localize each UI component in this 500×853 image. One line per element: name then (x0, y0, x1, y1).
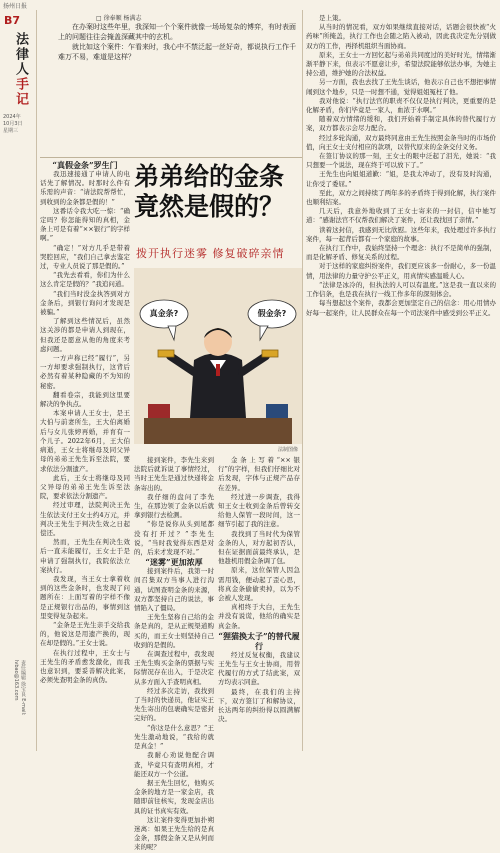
article-paragraph: 此后，王女士将继母及同父异母的弟弟王先生诉至法院，要求依法分割遗产。 (40, 473, 130, 501)
article-paragraph: 王先生坚称自己给的金条是真的，是从正规渠道购买的，而王女士则坚持自己收到的是假的。 (134, 613, 214, 649)
article-paragraph: 我找到了当时代为保管金条的人，对方起初否认，但在证据面前最终承认，是他趁机用假金条调了包。 (218, 529, 300, 566)
article-paragraph: 在执行工作中，我始终坚持一个理念：执行不是简单的强制，而是化解矛盾、修复关系的过程。 (306, 244, 496, 262)
article-paragraph: 王先生也向姐姐道歉：“姐，是我太冲动了，没有及时沟通，让你受了委屈。” (306, 170, 496, 188)
article-paragraph: 真相终于大白，王先生并没有说谎，他给的确实是真金条。 (218, 603, 300, 630)
byline: □ 徐奉顺 杨满志 (96, 15, 142, 22)
issue-year: 2024年 (3, 114, 21, 120)
article-paragraph: 每当想起这个案件，我都会更加坚定自己的信念：用心用情办好每一起案件，让人民群众在每一个司法案件中感受到公平正义。 (306, 299, 496, 317)
illustration-caption: 法制图像 (278, 447, 299, 453)
headline: 弟弟给的金条竟然是假的？ (134, 162, 285, 221)
subhead: “狸猫换太子”的替代履行 (218, 630, 300, 651)
column-divider (302, 10, 303, 751)
article-paragraph: “你是说你从头到尾都没有打开过？”李先生说，“当时我觉得东西是对的，后来才发现不对。” (134, 520, 214, 557)
article-paragraph: “确定！”对方几乎是带着哭腔回应，“我们自己拿去鉴定过，专业人员说了那是假的。” (40, 243, 130, 271)
intro (58, 22, 298, 62)
intro-paragraph: 就比如这个案件：乍看来时，我心中不禁泛起一丝好奇，都说执行工作千难万不易，难道是这样？ (58, 43, 296, 61)
article-paragraph: 我仔细的盘问了李先生，在那边领了金条以后就拿到银行去检测。 (134, 492, 214, 520)
rail-editor: 责任编辑 徐宝良 (20, 660, 26, 697)
article-paragraph: 在执行过程中，王女士与王先生的矛盾愈发激化，而我也意识到，要妥善解决此案，必须先查明金条的真伪。 (40, 648, 130, 685)
masthead-strip (0, 0, 500, 10)
bubble-fake-gold: 假金条? (257, 309, 287, 318)
article-paragraph: 经过反复权衡，我建议王先生与王女士协商，用替代履行的方式了结此案，双方均表示同意。 (218, 650, 300, 687)
issue-date: 10月3日 (3, 121, 23, 127)
article-paragraph: 一方声称已经“履行”，另一方却要求强制执行，这背后必然有着某种隐藏的不为知的秘密。 (40, 354, 130, 390)
illustration (134, 268, 302, 444)
article-paragraph: 这让案件变得更加扑朔迷离：如果王先生给的是真金条，那假金条又是从何而来的呢？ (134, 815, 214, 852)
left-rail (0, 10, 37, 751)
article-paragraph: 经过进一步调查，我得知王女士收到金条后曾转交给他人保管一段时间，这一细节引起了我的注意。 (218, 492, 300, 529)
article-paragraph: “你这是什么意思？”王先生激动地说，“我给的就是真金！” (134, 723, 214, 751)
illustration-drawing (134, 268, 302, 444)
article-paragraph: 翻看卷宗，我能到这里要解决的争执点。 (40, 390, 130, 409)
article-paragraph: 接到案件后，我第一时间召集双方当事人进行沟通，试图查明金条的来源，双方都坚持自己的说法，事情陷入了僵局。 (134, 567, 214, 613)
article-paragraph: “法律是冰冷的，但执法的人可以有温度。”这是我一直以来的工作信条，也是我在执行一线工作多年的深刻体会。 (306, 280, 496, 299)
section-divider (40, 157, 302, 158)
article-paragraph: 经过审理，法院判决王先生依法支付王女士约4万元，并判决王先生于判决生效之日起偿还。 (40, 501, 130, 537)
article-paragraph: 至此，双方之间持续了两年多的矛盾终于得到化解，执行案件也顺利结案。 (306, 188, 496, 207)
article-paragraph: 另一方面，我也去找了王先生谈话，他表示自己也不想把事情闹到这个地步，只是一时想不通，觉得姐姐冤枉了他。 (306, 78, 496, 96)
article-paragraph: 经过多轮沟通，双方最终同意由王先生按照金条当时的市场价值，向王女士支付相应的款项，以替代原来的金条交付义务。 (306, 133, 496, 151)
article-column-right (306, 14, 496, 744)
article-paragraph: 然而，王先生在判决生效后一直未能履行，王女士于是申请了强制执行，我院依法立案执行。 (40, 538, 130, 574)
article-paragraph: 这番话令我大吃一惊：“确定吗？你怎能得知的真相，金条上可是有着“××银行”的字样啊。” (40, 206, 130, 243)
column-title (6, 32, 28, 107)
article-paragraph: 接到案件，李先生来到法院后就诉说了事情经过，当时王先生是通过快递将金条寄出的。 (134, 456, 214, 492)
article-paragraph: 在调查过程中，我发现王先生购买金条的票据与实际情况存在出入，于是决定从多方面入手查明真相。 (134, 650, 214, 686)
article-paragraph: 我对他说：“执行法官的职责不仅仅是执行判决，更重要的是化解矛盾，你们毕竟是一家人，血浓于水啊。” (306, 96, 496, 115)
article-paragraph: 最终，在我们的主持下，双方签订了和解协议，长达两年的纠纷得以圆满解决。 (218, 687, 300, 724)
deck: 拨开执行迷雾 修复破碎亲情 (136, 247, 285, 260)
column-title-line2: 手记 (13, 77, 28, 107)
article-paragraph: 本案申请人王女士，是王大伯与前妻所生，王大伯离婚后与女儿张婷再婚，并育有一个儿子。2022年6月，王大伯病逝，王女士将继母及同父异母的弟弟王先生诉至法院，要求依法分割遗产。 (40, 409, 130, 473)
intro-paragraph: 在办案时这些年里，我深知一个个案件就像一场场复杂的博弈，有时表面上的问题往往会掩盖深藏其中的玄机。 (58, 23, 296, 41)
column-title-line1: 法律人 (13, 32, 28, 77)
rail-bottom (12, 660, 26, 751)
issue-meta (3, 114, 23, 135)
article-paragraph: 金条上写着“××银行”的字样，但我们仔细比对后发现，字体与正规产品存在差异。 (218, 456, 300, 492)
page-number: B7 (4, 14, 21, 27)
article-paragraph: “我先去看看，你们为什么这么肯定是假的？”我追问道。 (40, 271, 130, 289)
article-paragraph: 我迅速接通了申请人的电话先了解情况。时那时么件有乐需的声音：“请法院帮帮忙，到收到的金条都是假的！” (40, 170, 130, 206)
subhead: “真假金条”罗生门 (52, 160, 118, 170)
article-column-mid2 (218, 456, 300, 746)
article-paragraph: “金条是王先生亲手交给我的，他说这是用遗产换的，现在却是假的。”王女士说。 (40, 620, 130, 648)
article-paragraph: 对于这样的家庭纠纷案件，我们更应该多一份耐心，多一份温情，用法律的力量守护公平正义，用真情实感温暖人心。 (306, 262, 496, 280)
article-column-mid (134, 456, 214, 852)
article-paragraph: “我们当时没金执答到对方金条后，到银行询问才发现是被骗。” (40, 289, 130, 317)
article-paragraph: 我耐心劝说他配合调查，毕竟只有查明真相，才能还双方一个公道。 (134, 751, 214, 778)
article-column-left (40, 160, 130, 745)
article-paragraph: 原来，这位保管人因急需用钱，便动起了歪心思，将真金条偷偷卖掉，以为不会被人发现。 (218, 566, 300, 603)
article-paragraph: 几天后，我意外地收到了王女士寄来的一封信，信中她写道：“感谢法官不仅帮我们解决了案件，还让我找回了亲情。” (306, 207, 496, 225)
article-paragraph: 是上策。 (319, 14, 345, 22)
article-paragraph: 我发现，当王女士拿着收到的这些金条时，也发现了问题所在：上面写着的字样不像是正规银行出品的，事情到这里变得复杂起来。 (40, 574, 130, 620)
article-paragraph: 从当时的情况看，双方如果继续直接对话，话题会很快被“火药味”所掩盖，执行工作也会随之陷入被动，因此我决定先分别做双方的工作，再择机组织当面协商。 (306, 23, 496, 50)
article-paragraph: 原来，王女士一方回忆起与弟弟共同度过的美好时光，情绪渐渐平静下来，但表示不愿意让步，希望法院能够依法办事，为她主持公道，维护她的合法权益。 (306, 50, 496, 78)
article-paragraph: 随着双方情绪的缓和，我们开始着手制定具体的替代履行方案，双方都表示会尽力配合。 (306, 115, 496, 133)
masthead-name: 扬州日报 (3, 3, 28, 10)
issue-day: 星期三 (3, 128, 19, 134)
article-paragraph: 了解到这些情况后，虽然这关涉的都是申请人到现在，但我还是愿意从他的角度来考虑问题。 (40, 317, 130, 353)
article-paragraph: 读着这封信，我感到无比欣慰。这些年来，我处理过许多执行案件，每一起背后都有一个家庭的故事。 (306, 225, 496, 243)
article-paragraph: 据王先生回忆，他购买金条的地方是一家金店，我随即前往核实，发现金店出具的证书真实有效。 (134, 778, 214, 815)
subhead: “迷雾”更加浓厚 (145, 557, 203, 568)
bubble-real-gold: 真金条? (149, 309, 179, 318)
rail-email: E-mail: lvbao@163.com (13, 660, 26, 716)
article-paragraph: 经过多次走访，我找到了当时的快递员，他证实王先生寄出的包裹确实是密封完好的。 (134, 686, 214, 723)
article-paragraph: 在签订协议的那一刻，王女士的眼中泛起了泪光，她说：“我只想要一个说法，现在终于可以放下了。” (306, 152, 496, 170)
